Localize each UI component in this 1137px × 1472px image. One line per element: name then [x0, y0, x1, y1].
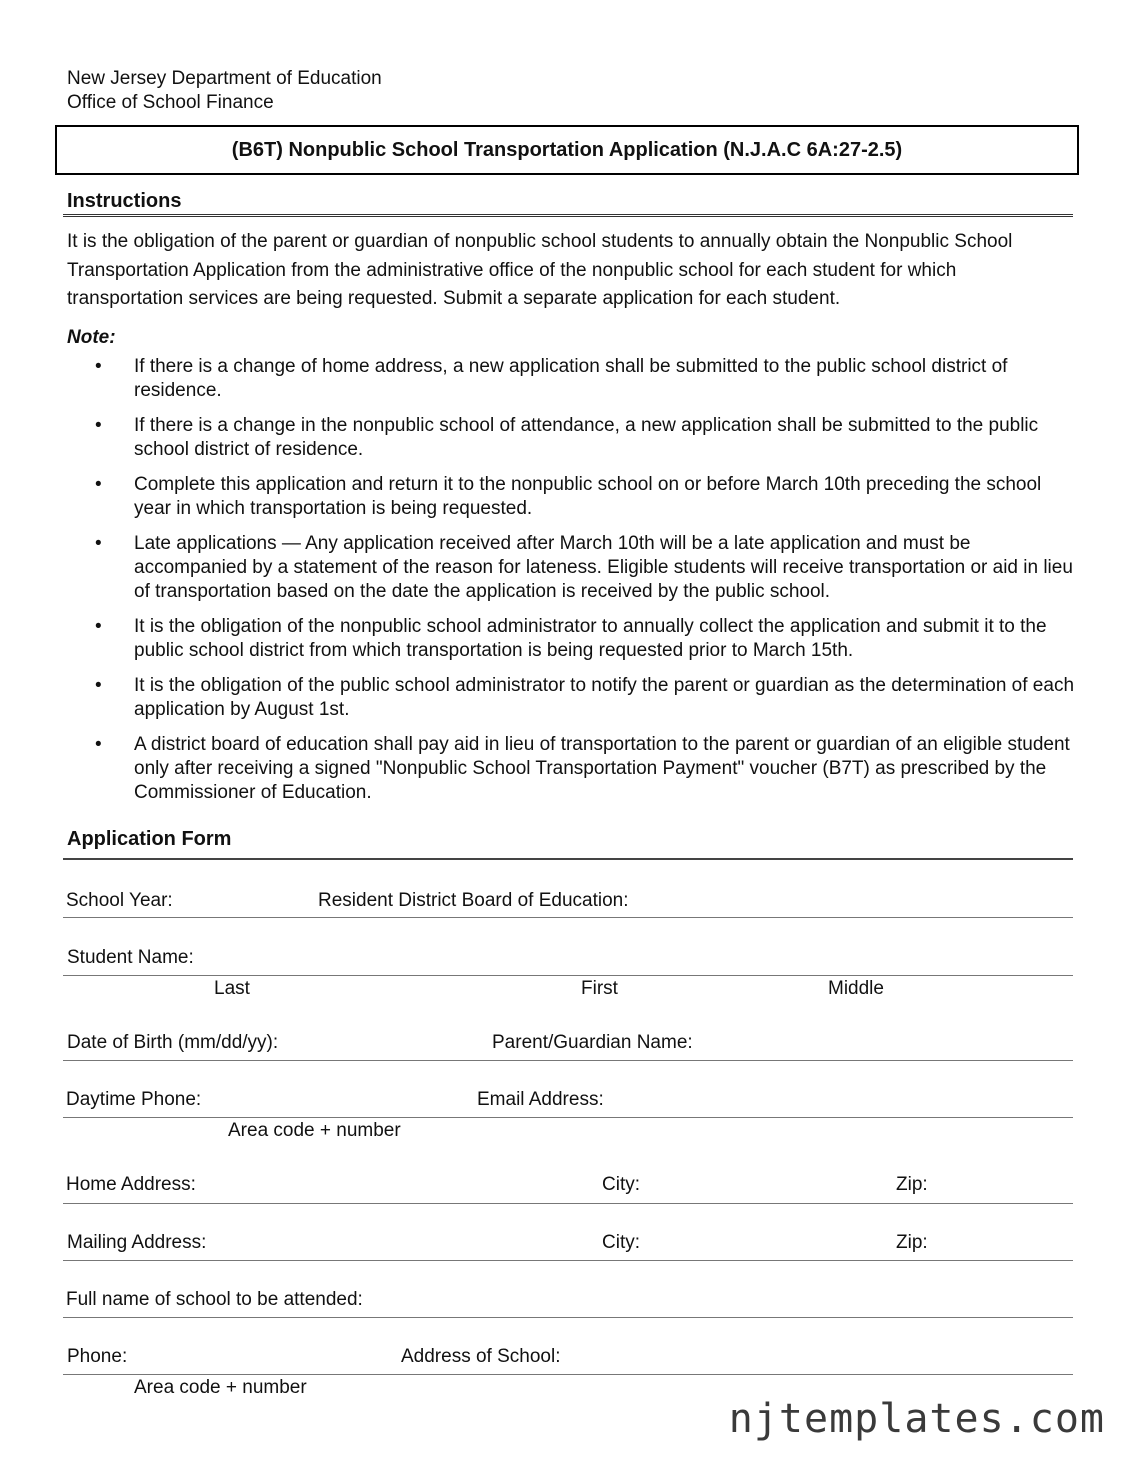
mailing-address-label: Mailing Address:: [67, 1232, 207, 1253]
school-year-field-line[interactable]: [63, 917, 1073, 918]
bullet-item: • If there is a change in the nonpublic school of attendance, a new application shall be submitted to the public school district of residence.: [95, 415, 1039, 460]
last-name-hint: Last: [214, 978, 250, 999]
phone-field-line[interactable]: [63, 1117, 1073, 1118]
bullet-item: • It is the obligation of the public school administrator to notify the parent or guardian as the determination of each application by August 1st.: [95, 675, 1075, 720]
middle-name-hint: Middle: [828, 978, 884, 999]
area-code-hint: Area code + number: [228, 1120, 401, 1141]
note-label: Note:: [67, 327, 116, 348]
home-zip-label: Zip:: [896, 1174, 928, 1195]
form-title: (B6T) Nonpublic School Transportation Application (N.J.A.C 6A:27-2.5): [55, 125, 1079, 175]
agency-name: New Jersey Department of Education: [67, 68, 382, 89]
instructions-heading: Instructions: [67, 190, 182, 212]
school-phone-label: Phone:: [67, 1346, 128, 1367]
mailing-address-field-line[interactable]: [63, 1260, 1073, 1261]
school-phone-field-line[interactable]: [63, 1374, 1073, 1375]
mailing-city-label: City:: [602, 1232, 640, 1253]
parent-name-label: Parent/Guardian Name:: [492, 1032, 693, 1053]
instructions-bullet-list: [95, 355, 1080, 805]
bullet-item: • If there is a change of home address, a new application shall be submitted to the public school district of residence.: [95, 356, 1008, 401]
bullet-dot-icon: •: [95, 616, 102, 637]
bullet-dot-icon: •: [95, 415, 102, 436]
watermark-text: njtemplates.com: [728, 1396, 1105, 1442]
bullet-item: • Complete this application and return it to the nonpublic school on or before March 10th preceding the school year in which transportation is being requested.: [95, 474, 1042, 519]
first-name-hint: First: [581, 978, 618, 999]
bullet-item: • A district board of education shall pay aid in lieu of transportation to the parent or guardian of an eligible student only after receiving a signed "Nonpublic School Transportation Payment" voucher (B7T) as prescribed by the Commissioner of Education.: [95, 734, 1070, 803]
instructions-text: It is the obligation of the parent or guardian of nonpublic school students to annually obtain the Nonpublic School Transportation Application from the administrative office of the nonpublic school for each student for which transportation services are being requested. Submit a separate application for each student.: [67, 231, 1013, 309]
email-label: Email Address:: [477, 1089, 604, 1110]
bullet-dot-icon: •: [95, 734, 102, 755]
application-form-heading: Application Form: [67, 828, 232, 850]
resident-district-label: Resident District Board of Education:: [318, 890, 629, 911]
school-address-label: Address of School:: [401, 1346, 561, 1367]
school-area-code-hint: Area code + number: [134, 1377, 307, 1398]
school-name-label: Full name of school to be attended:: [66, 1289, 363, 1310]
dob-field-line[interactable]: [63, 1060, 1073, 1061]
student-name-field-line[interactable]: [63, 975, 1073, 976]
bullet-dot-icon: •: [95, 356, 102, 377]
application-form-rule: [63, 858, 1073, 860]
instructions-rule: [63, 214, 1073, 217]
home-city-label: City:: [602, 1174, 640, 1195]
bullet-dot-icon: •: [95, 474, 102, 495]
home-address-label: Home Address:: [66, 1174, 196, 1195]
school-year-label: School Year:: [66, 890, 173, 911]
bullet-dot-icon: •: [95, 675, 102, 696]
bullet-dot-icon: •: [95, 533, 102, 554]
bullet-item: • It is the obligation of the nonpublic school administrator to annually collect the application and submit it to the public school district from which transportation is being requested prior to March 15th.: [95, 616, 1047, 661]
student-name-label: Student Name:: [67, 947, 194, 968]
mailing-zip-label: Zip:: [896, 1232, 928, 1253]
dob-label: Date of Birth (mm/dd/yy):: [67, 1032, 279, 1053]
home-address-field-line[interactable]: [63, 1203, 1073, 1204]
bullet-item: • Late applications — Any application received after March 10th will be a late application and must be accompanied by a statement of the reason for lateness. Eligible students will receive transportation or aid in lieu of transportation based on the date the application is received by the public school.: [95, 533, 1073, 602]
school-name-field-line[interactable]: [63, 1317, 1073, 1318]
office-name: Office of School Finance: [67, 92, 274, 113]
daytime-phone-label: Daytime Phone:: [66, 1089, 202, 1110]
